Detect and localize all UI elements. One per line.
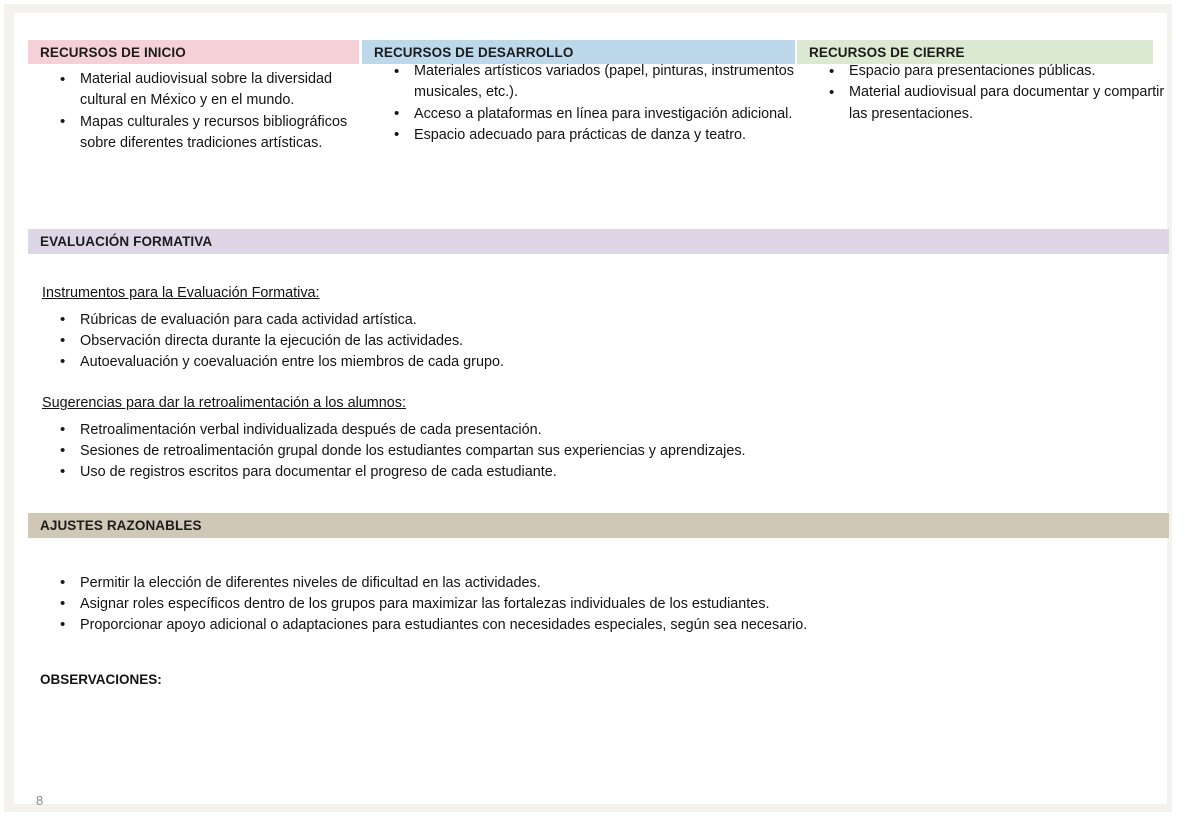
instrumentos-list [28,310,1158,373]
subsection-heading-instrumentos: Instrumentos para la Evaluación Formativa: [42,285,320,301]
ajustes-list [28,573,1158,636]
document-page [14,13,1167,808]
recursos-cierre-list [797,61,1167,125]
list-item: • Espacio adecuado para prácticas de danza y teatro. [362,125,798,146]
list-item: • Material audiovisual para documentar y compartir las presentaciones. [797,82,1167,125]
list-item: • Proporcionar apoyo adicional o adaptaciones para estudiantes con necesidades especiales, según sea necesario. [28,615,1158,636]
section-header-evaluacion-formativa [28,229,1169,254]
spacer [28,373,1158,393]
page-border [4,4,1172,812]
section-header-recursos-inicio [28,40,359,64]
subsection-heading-sugerencias: Sugerencias para dar la retroalimentación a los alumnos: [42,395,406,412]
section-header-ajustes-razonables [28,513,1169,538]
list-item: • Asignar roles específicos dentro de los grupos para maximizar las fortalezas individuales de los estudiantes. [28,594,1158,615]
list-item: • Autoevaluación y coevaluación entre los miembros de cada grupo. [28,352,1158,373]
list-item: • Uso de registros escritos para documentar el progreso de cada estudiante. [28,462,1158,483]
section-header-label: RECURSOS DE DESARROLLO [374,44,574,60]
section-header-label: RECURSOS DE CIERRE [809,44,965,60]
list-item: • Retroalimentación verbal individualizada después de cada presentación. [28,420,1158,441]
ajustes-razonables-content [28,573,1158,636]
recursos-inicio-content [28,69,362,154]
list-item: • Espacio para presentaciones públicas. [797,61,1167,82]
section-header-label: AJUSTES RAZONABLES [40,518,202,533]
page-number: 8 [36,793,44,808]
list-item: • Rúbricas de evaluación para cada actividad artística. [28,310,1158,331]
list-item: • Materiales artísticos variados (papel, pinturas, instrumentos musicales, etc.). [362,61,798,104]
list-item: • Sesiones de retroalimentación grupal donde los estudiantes compartan sus experiencias y aprendizajes. [28,441,1158,462]
list-item: • Mapas culturales y recursos bibliográficos sobre diferentes tradiciones artísticas. [28,112,362,155]
recursos-inicio-list [28,69,362,154]
section-header-label: EVALUACIÓN FORMATIVA [40,234,213,249]
recursos-desarrollo-list [362,61,798,146]
recursos-cierre-content [797,61,1167,125]
recursos-desarrollo-content [362,61,798,146]
observaciones-label: OBSERVACIONES: [40,672,162,687]
list-item: • Permitir la elección de diferentes niveles de dificultad en las actividades. [28,573,1158,594]
list-item: • Material audiovisual sobre la diversidad cultural en México y en el mundo. [28,69,362,112]
list-item: • Observación directa durante la ejecución de las actividades. [28,331,1158,352]
list-item: • Acceso a plataformas en línea para investigación adicional. [362,104,798,125]
section-header-label: RECURSOS DE INICIO [40,44,186,60]
sugerencias-list [28,420,1158,483]
evaluacion-formativa-content [28,283,1158,484]
